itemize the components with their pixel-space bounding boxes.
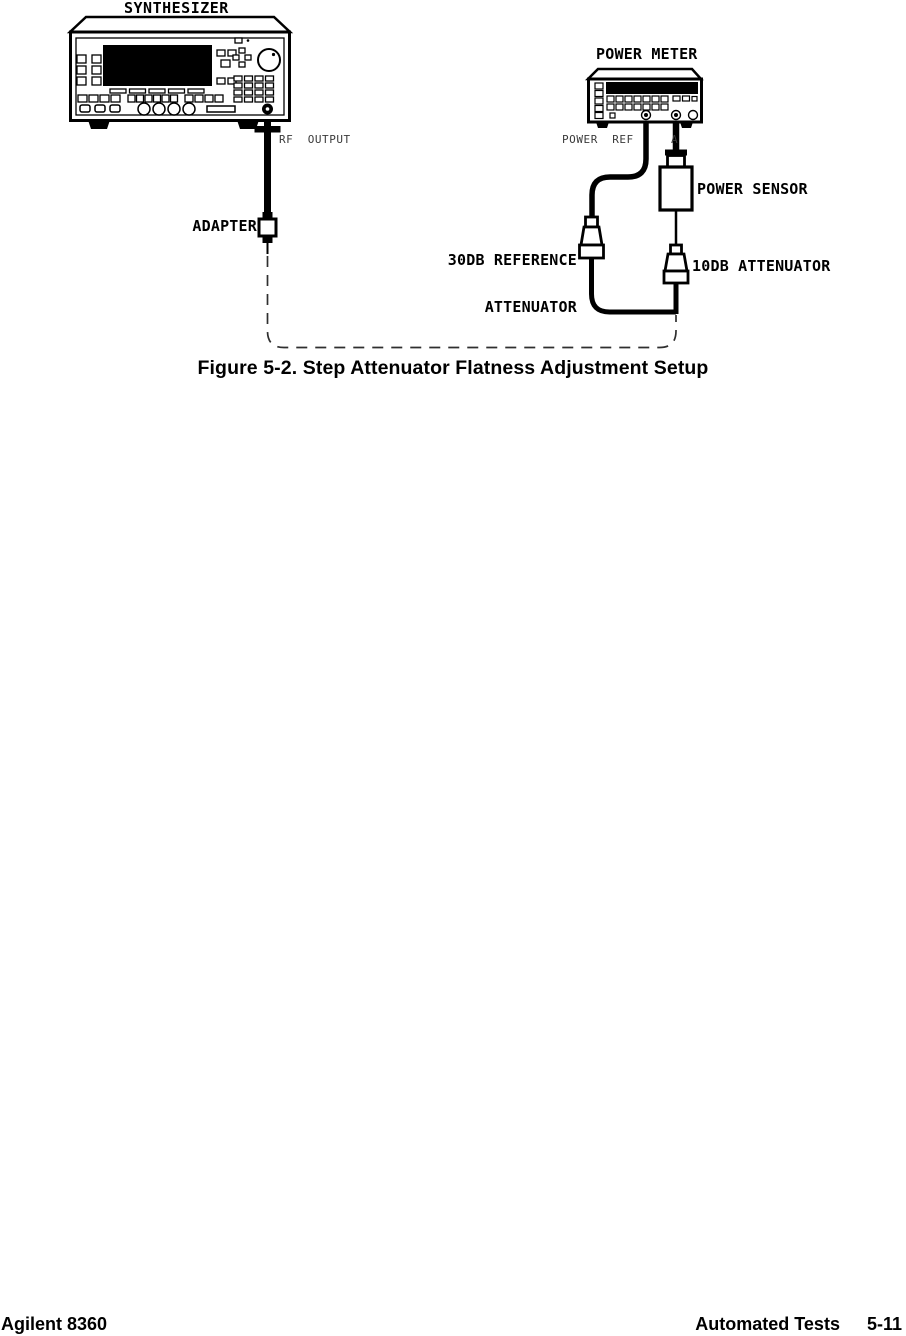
- synthesizer-display: [103, 45, 212, 86]
- power-sensor-label: POWER SENSOR: [697, 180, 808, 198]
- rf-output-label: RF OUTPUT: [279, 133, 351, 146]
- footer-section: Automated Tests: [695, 1314, 840, 1334]
- footer-product: Agilent 8360: [1, 1314, 108, 1334]
- attenuator-30db-symbol: [580, 217, 677, 312]
- ref-attenuator-label: [448, 222, 577, 346]
- power-ref-connector: [642, 111, 651, 120]
- ref-attenuator-label-line2: ATTENUATOR: [484, 297, 577, 316]
- power-meter-aux-connector: [689, 111, 698, 120]
- power-meter-illustration: [587, 68, 703, 130]
- footer-right: [695, 1313, 902, 1335]
- power-sensor-symbol: [660, 156, 692, 246]
- power-ref-label: POWER REF: [562, 133, 634, 146]
- attenuator-10db-symbol: [664, 245, 688, 314]
- synthesizer-function-keys: [78, 95, 223, 102]
- rf-output-connector: [262, 104, 273, 115]
- adapter-label: ADAPTER: [192, 217, 257, 235]
- a-input-connector: [672, 111, 681, 120]
- power-meter-display: [606, 82, 698, 94]
- ref-attenuator-label-line1: 30DB REFERENCE: [447, 251, 577, 269]
- footer-page-number: 5-11: [866, 1314, 902, 1334]
- attenuator-10db-label: 10DB ATTENUATOR: [692, 257, 831, 275]
- synthesizer-softkeys: [110, 89, 204, 93]
- a-input-label: A: [671, 133, 679, 146]
- synthesizer-illustration: [69, 16, 293, 134]
- page-footer: [0, 1313, 906, 1335]
- figure-caption: Figure 5-2. Step Attenuator Flatness Adjustment Setup: [197, 357, 709, 379]
- power-meter-label: POWER METER: [596, 45, 698, 63]
- synthesizer-knob: [258, 49, 280, 71]
- synthesizer-label: SYNTHESIZER: [124, 0, 229, 17]
- adapter-symbol: [259, 212, 276, 254]
